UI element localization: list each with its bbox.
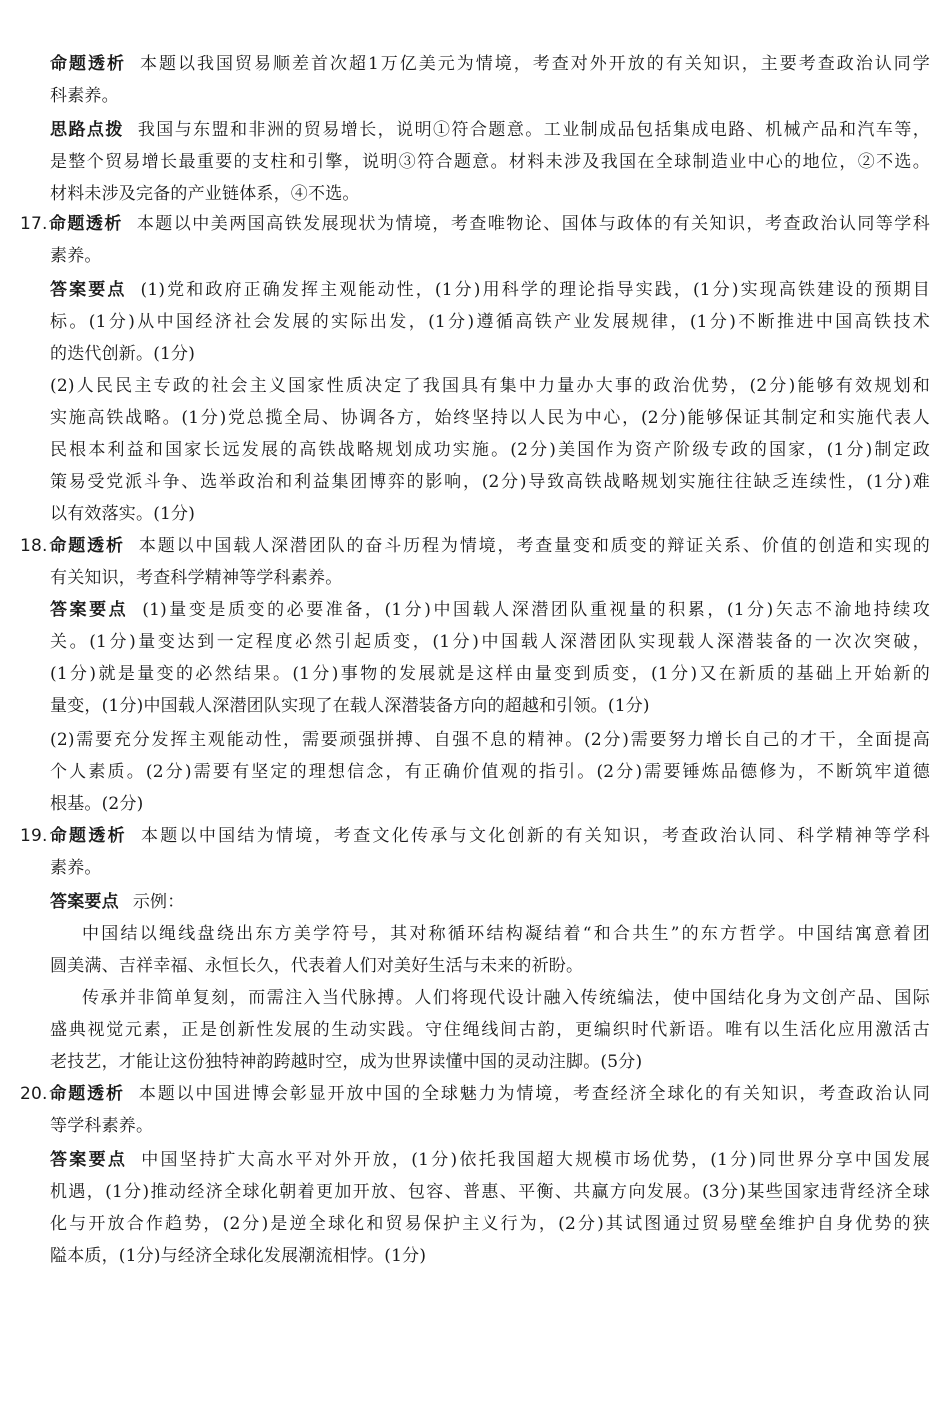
q18-answer-line-4 [50,695,650,717]
line-text: (1)党和政府正确发挥主观能动性，(1分)用科学的理论指导实践，(1分)实现高铁建设的预期目 [140,280,930,300]
line-text: 本题以中国进博会彰显开放中国的全球魅力为情境，考查经济全球化的有关知识，考查政治认同 [138,1084,930,1104]
line-text: 的迭代创新。(1分) [50,344,196,364]
q19-answer-line-4 [82,987,930,1009]
section-label: 命题透析 [50,54,126,74]
q19-answer-line-5 [50,1019,930,1041]
q20-answer-line-1 [50,1149,930,1171]
line-text: 我国与东盟和非洲的贸易增长，说明①符合题意。工业制成品包括集成电路、机械产品和汽车等， [137,120,930,140]
q19-answer-line-3 [50,955,583,977]
line-text: 机遇，(1分)推动经济全球化朝着更加开放、包容、普惠、平衡、共赢方向发展。(3分)某些国家违背经济全球 [50,1182,930,1202]
line-text: 本题以中国载人深潜团队的奋斗历程为情境，考查量变和质变的辩证关系、价值的创造和实现的 [138,536,930,556]
line-text: 中国坚持扩大高水平对外开放，(1分)依托我国超大规模市场优势，(1分)同世界分享中国发展 [141,1150,930,1170]
q20-analysis-line-1 [20,1083,930,1105]
q16-analysis-line-1 [50,53,930,75]
q16-hint-line-1 [50,119,930,141]
section-label: 答案要点 [50,892,119,912]
q20-answer-line-4 [50,1245,426,1267]
section-label: 答案要点 [50,600,129,620]
line-text: 素养。 [50,246,102,266]
q19-answer-line-6 [50,1051,642,1073]
section-label: 答案要点 [50,1150,128,1170]
line-text: 策易受党派斗争、选举政治和利益集团博弈的影响，(2分)导致高铁战略规划实施往往缺乏连续性，(1分)难 [50,472,930,492]
line-text: 等学科素养。 [50,1116,154,1136]
question-number: 17. [20,214,48,234]
q18-answer-line-1 [50,599,930,621]
q17-answer-line-6 [50,439,930,461]
line-text: 本题以中国结为情境，考查文化传承与文化创新的有关知识，考查政治认同、科学精神等学科 [140,826,930,846]
line-text: 老技艺，才能让这份独特神韵跨越时空，成为世界读懂中国的灵动注脚。(5分) [50,1052,643,1072]
line-text: (2)人民民主专政的社会主义国家性质决定了我国具有集中力量办大事的政治优势，(2分)能够有效规划和 [50,376,930,396]
q19-analysis-line-1 [20,825,930,847]
line-text: 中国结以绳线盘绕出东方美学符号，其对称循环结构凝结着“和合共生”的东方哲学。中国结寓意着团 [82,924,930,944]
q18-answer-line-6 [50,761,930,783]
line-text: 实施高铁战略。(1分)党总揽全局、协调各方，始终坚持以人民为中心，(2分)能够保证其制定和实施代表人 [50,408,930,428]
q17-answer-line-1 [50,279,930,301]
line-text: 本题以我国贸易顺差首次超1万亿美元为情境，考查对外开放的有关知识，主要考查政治认同学 [140,54,930,74]
section-label: 命题透析 [47,536,125,556]
question-number: 18. [20,536,48,556]
line-text: 根基。(2分) [50,794,144,814]
q17-answer-line-3 [50,343,195,365]
question-number: 20. [20,1084,48,1104]
line-text: 标。(1分)从中国经济社会发展的实际出发，(1分)遵循高铁产业发展规律，(1分)不断推进中国高铁技术 [50,312,930,332]
q17-answer-line-4 [50,375,930,397]
line-text: 以有效落实。(1分) [50,504,196,524]
q18-answer-line-2 [50,631,930,653]
q17-answer-line-5 [50,407,930,429]
q18-analysis-line-1 [20,535,930,557]
line-text: 有关知识，考查科学精神等学科素养。 [50,568,343,588]
line-text: (2)需要充分发挥主观能动性，需要顽强拼搏、自强不息的精神。(2分)需要努力增长自己的才干，全面提高 [50,730,930,750]
q18-answer-line-5 [50,729,930,751]
line-text: (1)量变是质变的必要准备，(1分)中国载人深潜团队重视量的积累，(1分)矢志不渝地持续攻 [142,600,930,620]
line-text: 材料未涉及完备的产业链体系，④不选。 [50,184,360,204]
line-text: 化与开放合作趋势，(2分)是逆全球化和贸易保护主义行为，(2分)其试图通过贸易壁垒维护自身优势的狭 [50,1214,930,1234]
line-text: 是整个贸易增长最重要的支柱和引擎，说明③符合题意。材料未涉及我国在全球制造业中心的地位，②不选。 [50,152,930,172]
line-text: 关。(1分)量变达到一定程度必然引起质变，(1分)中国载人深潜团队实现载人深潜装备的一次次突破， [50,632,930,652]
section-label: 命题透析 [47,826,127,846]
line-text: 素养。 [50,858,102,878]
line-text: (1分)就是量变的必然结果。(1分)事物的发展就是这样由量变到质变，(1分)又在新质的基础上开始新的 [50,664,930,684]
q19-answer-line-1 [50,891,184,913]
q16-analysis-line-2 [50,85,119,107]
line-text: 量变，(1分)中国载人深潜团队实现了在载人深潜装备方向的超越和引领。(1分) [50,696,650,716]
q16-hint-line-2 [50,151,930,173]
line-text: 科素养。 [50,86,119,106]
q17-analysis-line-1 [20,213,930,235]
q20-analysis-line-2 [50,1115,153,1137]
q17-answer-line-2 [50,311,930,333]
q17-answer-line-8 [50,503,195,525]
q19-answer-line-2 [82,923,930,945]
q20-answer-line-2 [50,1181,930,1203]
line-text: 示例： [132,892,185,912]
section-label: 思路点拨 [50,120,124,140]
line-text: 隘本质，(1分)与经济全球化发展潮流相悖。(1分) [50,1246,427,1266]
q19-analysis-line-2 [50,857,102,879]
question-number: 19. [20,826,48,846]
line-text: 本题以中美两国高铁发展现状为情境，考查唯物论、国体与政体的有关知识，考查政治认同等学科 [136,214,930,234]
q18-answer-line-7 [50,793,143,815]
line-text: 个人素质。(2分)需要有坚定的理想信念，有正确价值观的指引。(2分)需要锤炼品德修为，不断筑牢道德 [50,762,930,782]
section-label: 命题透析 [47,1084,125,1104]
q16-hint-line-3 [50,183,360,205]
q17-answer-line-7 [50,471,930,493]
line-text: 传承并非简单复刻，而需注入当代脉搏。人们将现代设计融入传统编法，使中国结化身为文创产品、国际 [82,988,930,1008]
line-text: 圆美满、吉祥幸福、永恒长久，代表着人们对美好生活与未来的祈盼。 [50,956,584,976]
q18-analysis-line-2 [50,567,342,589]
section-label: 命题透析 [47,214,123,234]
section-label: 答案要点 [50,280,127,300]
q18-answer-line-3 [50,663,930,685]
q20-answer-line-3 [50,1213,930,1235]
line-text: 盛典视觉元素，正是创新性发展的生动实践。守住绳线间古韵，更编织时代新语。唯有以生活化应用激活古 [50,1020,930,1040]
q17-analysis-line-2 [50,245,102,267]
line-text: 民根本利益和国家长远发展的高铁战略规划成功实施。(2分)美国作为资产阶级专政的国家，(1分)制定政 [50,440,930,460]
